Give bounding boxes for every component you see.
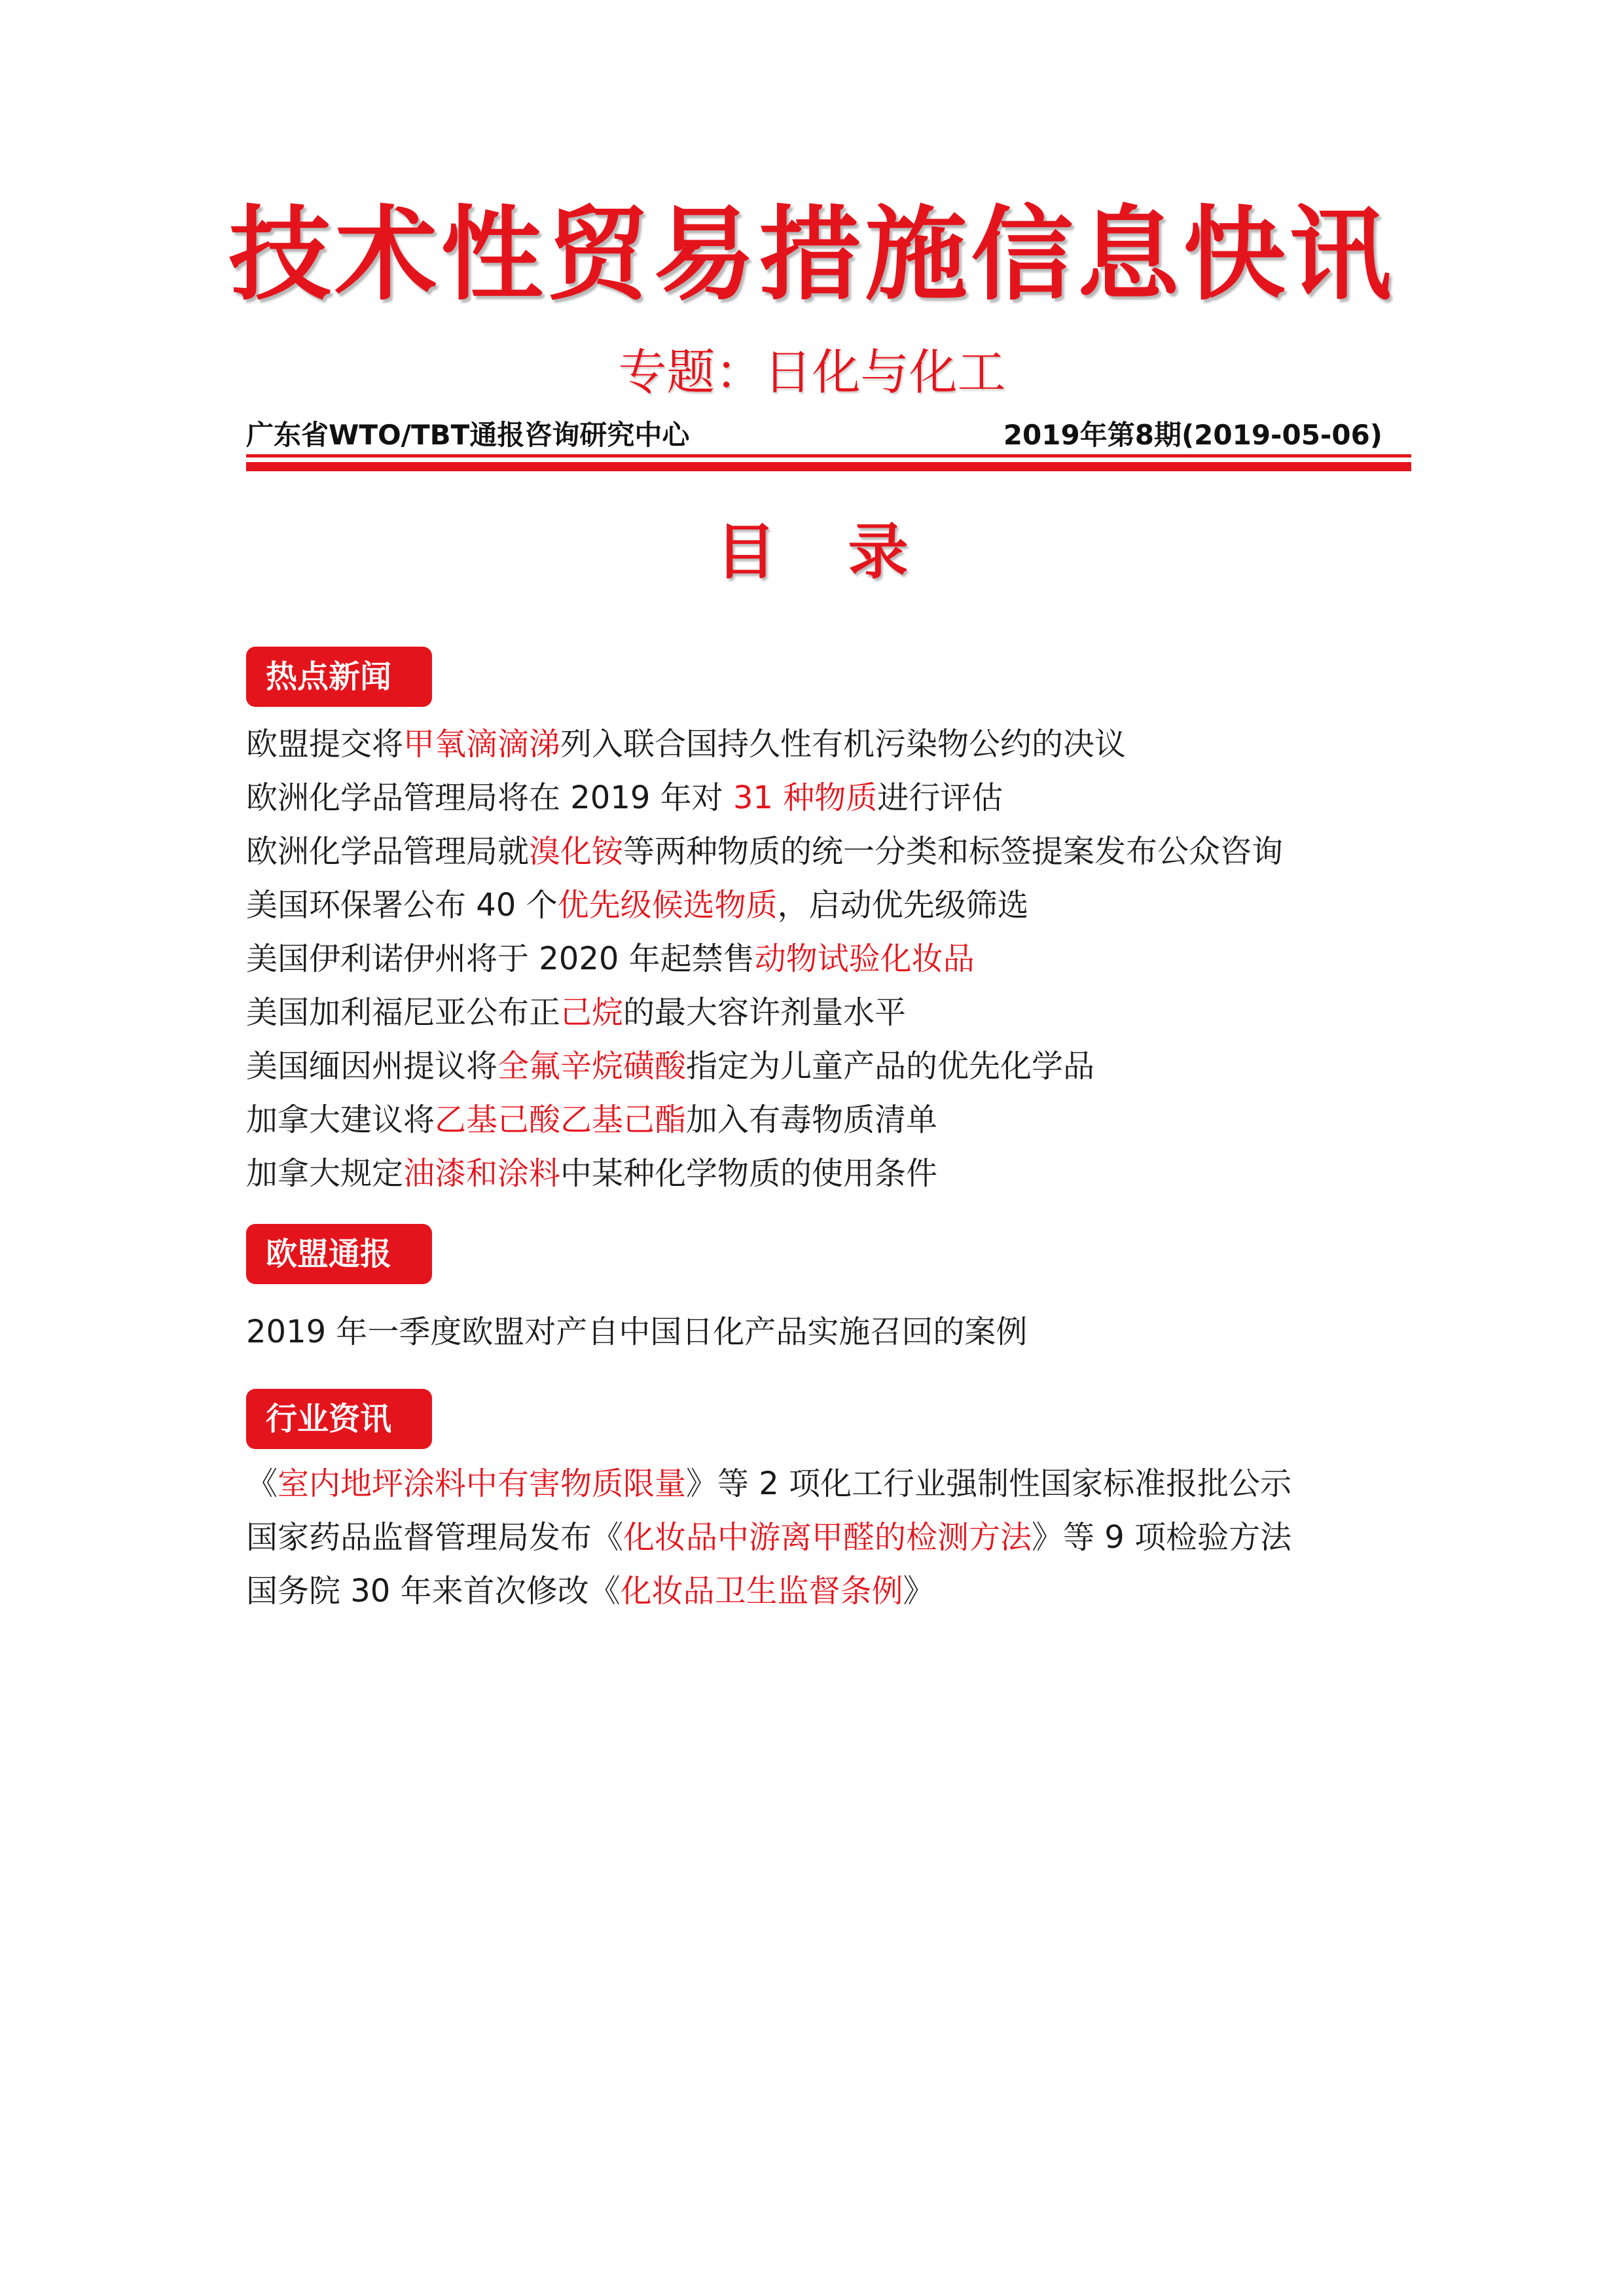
list-item[interactable]: 《室内地坪涂料中有害物质限量》等 2 项化工行业强制性国家标准报批公示: [246, 1465, 1292, 1502]
list-item[interactable]: 加拿大建议将乙基己酸乙基己酯加入有毒物质清单: [246, 1102, 938, 1138]
section-list-eu-notification: [246, 1305, 1424, 1359]
list-item[interactable]: 美国加利福尼亚公布正己烷的最大容许剂量水平: [246, 994, 907, 1031]
list-item[interactable]: 国家药品监督管理局发布《化妆品中游离甲醛的检测方法》等 9 项检验方法: [246, 1519, 1292, 1556]
list-item[interactable]: 国务院 30 年来首次修改《化妆品卫生监督条例》: [246, 1573, 935, 1609]
section-label-hot-news: 热点新闻: [246, 647, 432, 707]
list-item[interactable]: 美国环保署公布 40 个优先级候选物质，启动优先级筛选: [246, 887, 1029, 924]
list-item[interactable]: 欧盟提交将甲氧滴滴涕列入联合国持久性有机污染物公约的决议: [246, 726, 1127, 762]
section-label-industry-news: 行业资讯: [246, 1389, 432, 1449]
issue-info: 2019年第8期(2019-05-06): [1003, 419, 1382, 451]
list-item[interactable]: 加拿大规定油漆和涂料中某种化学物质的使用条件: [246, 1155, 938, 1192]
header-rule-thick: [246, 462, 1411, 471]
newsletter-title: 技术性贸易措施信息快讯: [228, 195, 1396, 314]
section-list-industry-news: [246, 1457, 1424, 1618]
header-rule-thin: [246, 454, 1411, 457]
publisher-name: 广东省WTO/TBT通报咨询研究中心: [246, 419, 690, 451]
publication-bar: [246, 414, 1382, 453]
section-list-hot-news: [246, 717, 1424, 1200]
list-item[interactable]: 美国伊利诺伊州将于 2020 年起禁售动物试验化妆品: [246, 941, 975, 977]
topic-subtitle: 专题：日化与化工: [618, 344, 1006, 401]
list-item[interactable]: 欧洲化学品管理局将在 2019 年对 31 种物质进行评估: [246, 780, 1003, 816]
list-item[interactable]: 2019 年一季度欧盟对产自中国日化产品实施召回的案例: [246, 1314, 1028, 1350]
list-item[interactable]: 欧洲化学品管理局就溴化铵等两种物质的统一分类和标签提案发布公众咨询: [246, 833, 1284, 870]
list-item[interactable]: 美国缅因州提议将全氟辛烷磺酸指定为儿童产品的优先化学品: [246, 1048, 1095, 1085]
toc-title: 目录: [715, 517, 981, 587]
section-label-eu-notification: 欧盟通报: [246, 1224, 432, 1284]
